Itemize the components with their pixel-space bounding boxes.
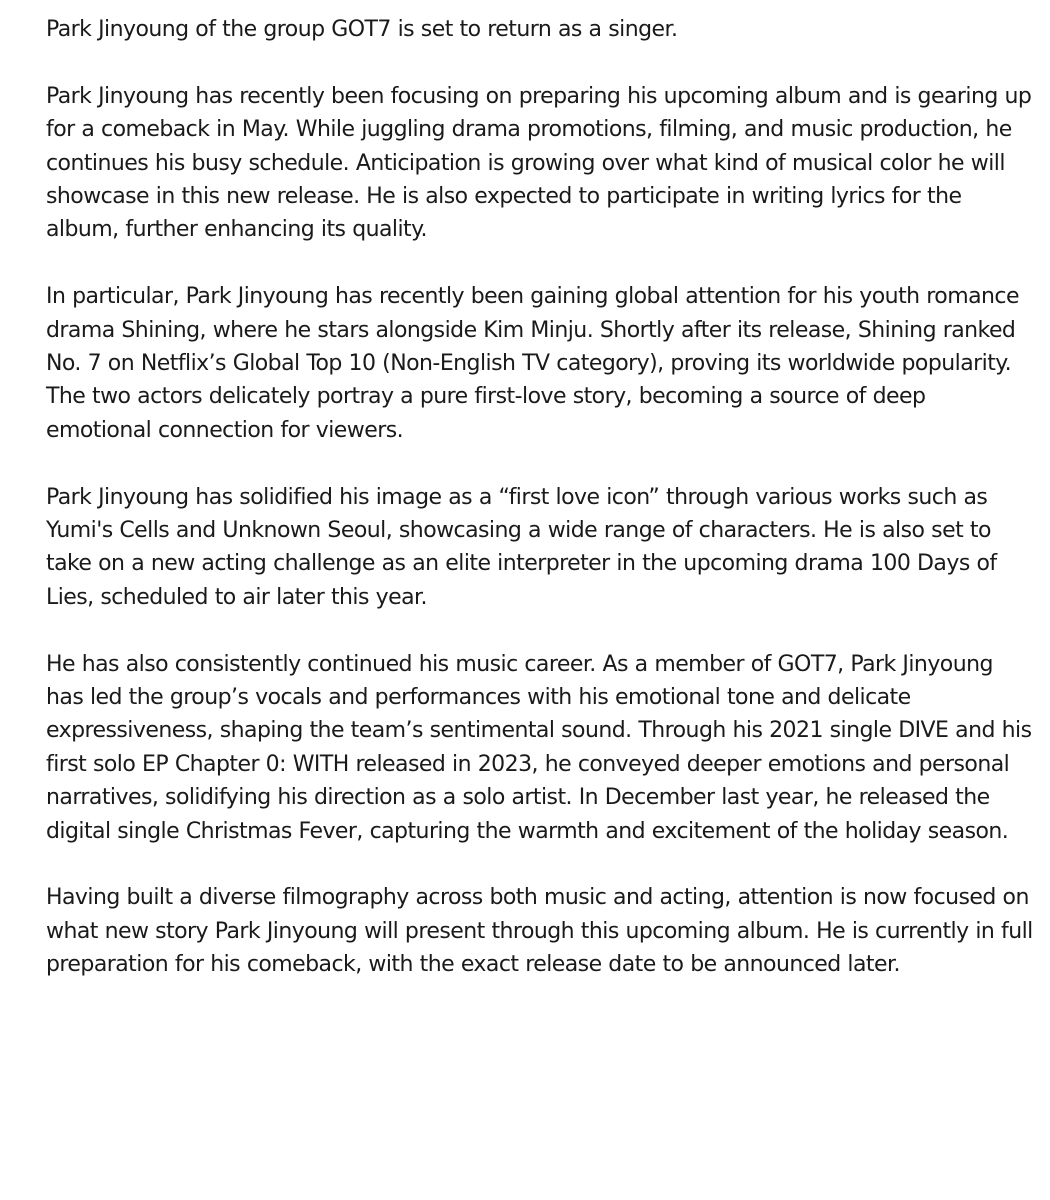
paragraph-conclusion: Having built a diverse filmography across both music and acting, attention is now focused on what new story Park Jinyoung will present through this upcoming album. He is currently in full preparation for his comeback, with the exact release date to be announced later. xyxy=(46,885,1033,978)
paragraph-album-preparation: Park Jinyoung has recently been focusing on preparing his upcoming album and is gearing up for a comeback in May. While juggling drama promotions, filming, and music production, he continues his busy schedule. Anticipation is growing over what kind of musical color he will showcase in this new release. He is also expected to participate in writing lyrics for the album, further enhancing its quality. xyxy=(46,83,1032,243)
paragraph-acting-works: Park Jinyoung has solidified his image as a “first love icon” through various works such as Yumi's Cells and Unknown Seoul, showcasing a wide range of characters. He is also set to take on a new acting challenge as an elite interpreter in the upcoming drama 100 Days of Lies, scheduled to air later this year. xyxy=(46,484,997,610)
paragraph-intro: Park Jinyoung of the group GOT7 is set to return as a singer. xyxy=(46,17,678,42)
paragraph-music-career: He has also consistently continued his music career. As a member of GOT7, Park Jinyoung has led the group’s vocals and performances with his emotional tone and delicate expressiveness, shaping the team’s sentimental sound. Through his 2021 single DIVE and his first solo EP Chapter 0: WITH released in 2023, he conveyed deeper emotions and personal narratives, solidifying his direction as a solo artist. In December last year, he released the digital single Christmas Fever, capturing the warmth and excitement of the holiday season. xyxy=(46,651,1032,844)
article-body xyxy=(46,13,1036,982)
paragraph-shining-drama: In particular, Park Jinyoung has recently been gaining global attention for his youth romance drama Shining, where he stars alongside Kim Minju. Shortly after its release, Shining ranked No. 7 on Netflix’s Global Top 10 (Non-English TV category), proving its worldwide popularity. The two actors delicately portray a pure first-love story, becoming a source of deep emotional connection for viewers. xyxy=(46,284,1019,443)
